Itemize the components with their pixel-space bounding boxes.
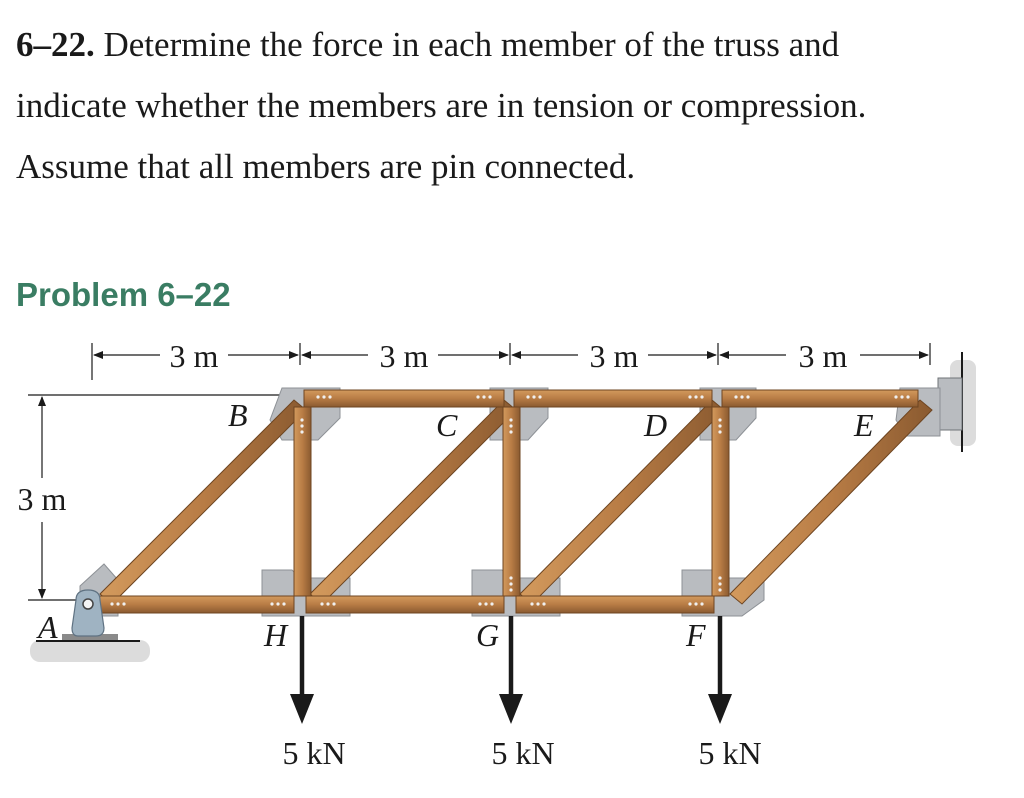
bolt	[688, 395, 691, 398]
bolt	[122, 602, 125, 605]
bolt	[718, 430, 721, 433]
wall-bracket	[938, 378, 962, 430]
bolt	[270, 602, 273, 605]
bolt	[316, 395, 319, 398]
dim-label-span-3: 3 m	[589, 338, 639, 374]
load-label-f: 5 kN	[698, 735, 762, 771]
bolt	[906, 395, 909, 398]
joint-label-h: H	[264, 617, 288, 653]
bolt	[488, 395, 491, 398]
bolt	[332, 602, 335, 605]
bolt	[509, 418, 512, 421]
member-gf	[516, 596, 714, 613]
bolt	[509, 576, 512, 579]
bolt	[694, 602, 697, 605]
problem-heading: Problem 6–22	[16, 276, 231, 313]
arrowhead-h-icon	[290, 694, 314, 724]
dim-label-span-4: 3 m	[798, 338, 848, 374]
bolt	[482, 395, 485, 398]
member-bc	[304, 390, 504, 407]
bolt	[276, 602, 279, 605]
pin-support-body	[72, 590, 104, 636]
member-bh	[294, 407, 311, 596]
member-cg	[503, 407, 520, 596]
statement-line-2: indicate whether the members are in tension or compression.	[16, 86, 867, 125]
joint-label-e: E	[854, 407, 874, 443]
bolt	[532, 395, 535, 398]
bolt	[538, 395, 541, 398]
bolt	[718, 588, 721, 591]
bolt	[509, 588, 512, 591]
bolt	[894, 395, 897, 398]
left-dimension	[28, 395, 300, 600]
bolt	[116, 602, 119, 605]
bolt	[718, 582, 721, 585]
bolt	[490, 602, 493, 605]
member-fe	[730, 400, 932, 604]
bolt	[509, 424, 512, 427]
member-cd	[514, 390, 712, 407]
member-ah	[96, 596, 294, 613]
bolt	[526, 395, 529, 398]
bolt	[740, 395, 743, 398]
load-arrowheads	[290, 694, 732, 724]
load-label-g: 5 kN	[491, 735, 555, 771]
bolt	[476, 395, 479, 398]
bolt	[320, 602, 323, 605]
joint-label-a: A	[38, 609, 58, 645]
bolt	[734, 395, 737, 398]
bolt	[688, 602, 691, 605]
arrowhead-g-icon	[499, 694, 523, 724]
joint-label-f: F	[686, 617, 706, 653]
bolt	[746, 395, 749, 398]
bolt	[694, 395, 697, 398]
joint-label-b: B	[228, 397, 248, 433]
bolt	[536, 602, 539, 605]
bolt	[326, 602, 329, 605]
arrowhead-f-icon	[708, 694, 732, 724]
bolt	[509, 430, 512, 433]
bolt	[530, 602, 533, 605]
load-label-h: 5 kN	[282, 735, 346, 771]
member-de	[722, 390, 918, 407]
bolt	[300, 418, 303, 421]
bolt	[718, 576, 721, 579]
dim-label-span-1: 3 m	[169, 338, 219, 374]
bolt	[110, 602, 113, 605]
statement-text-1: Determine the force in each member of the truss and	[103, 25, 840, 64]
dim-label-span-2: 3 m	[379, 338, 429, 374]
bolt	[478, 602, 481, 605]
bolt	[700, 395, 703, 398]
bolt	[300, 430, 303, 433]
member-df	[712, 407, 729, 596]
bolt	[900, 395, 903, 398]
joint-label-d: D	[644, 407, 668, 443]
load-arrows	[302, 616, 720, 698]
bolt	[718, 424, 721, 427]
bolt	[328, 395, 331, 398]
bolt	[509, 582, 512, 585]
bottom-chord	[96, 596, 714, 613]
statement-line-3: Assume that all members are pin connected.	[16, 147, 636, 186]
top-chord	[304, 390, 918, 407]
joint-label-c: C	[436, 407, 458, 443]
bolt	[282, 602, 285, 605]
bolt	[700, 602, 703, 605]
bolt	[542, 602, 545, 605]
problem-number: 6–22.	[16, 25, 95, 64]
dim-label-height: 3 m	[17, 481, 67, 517]
bolt	[300, 424, 303, 427]
joint-label-g: G	[476, 617, 500, 653]
pin-a-icon	[83, 599, 93, 609]
bolt	[322, 395, 325, 398]
bolt	[718, 418, 721, 421]
member-hg	[306, 596, 504, 613]
bolt	[484, 602, 487, 605]
